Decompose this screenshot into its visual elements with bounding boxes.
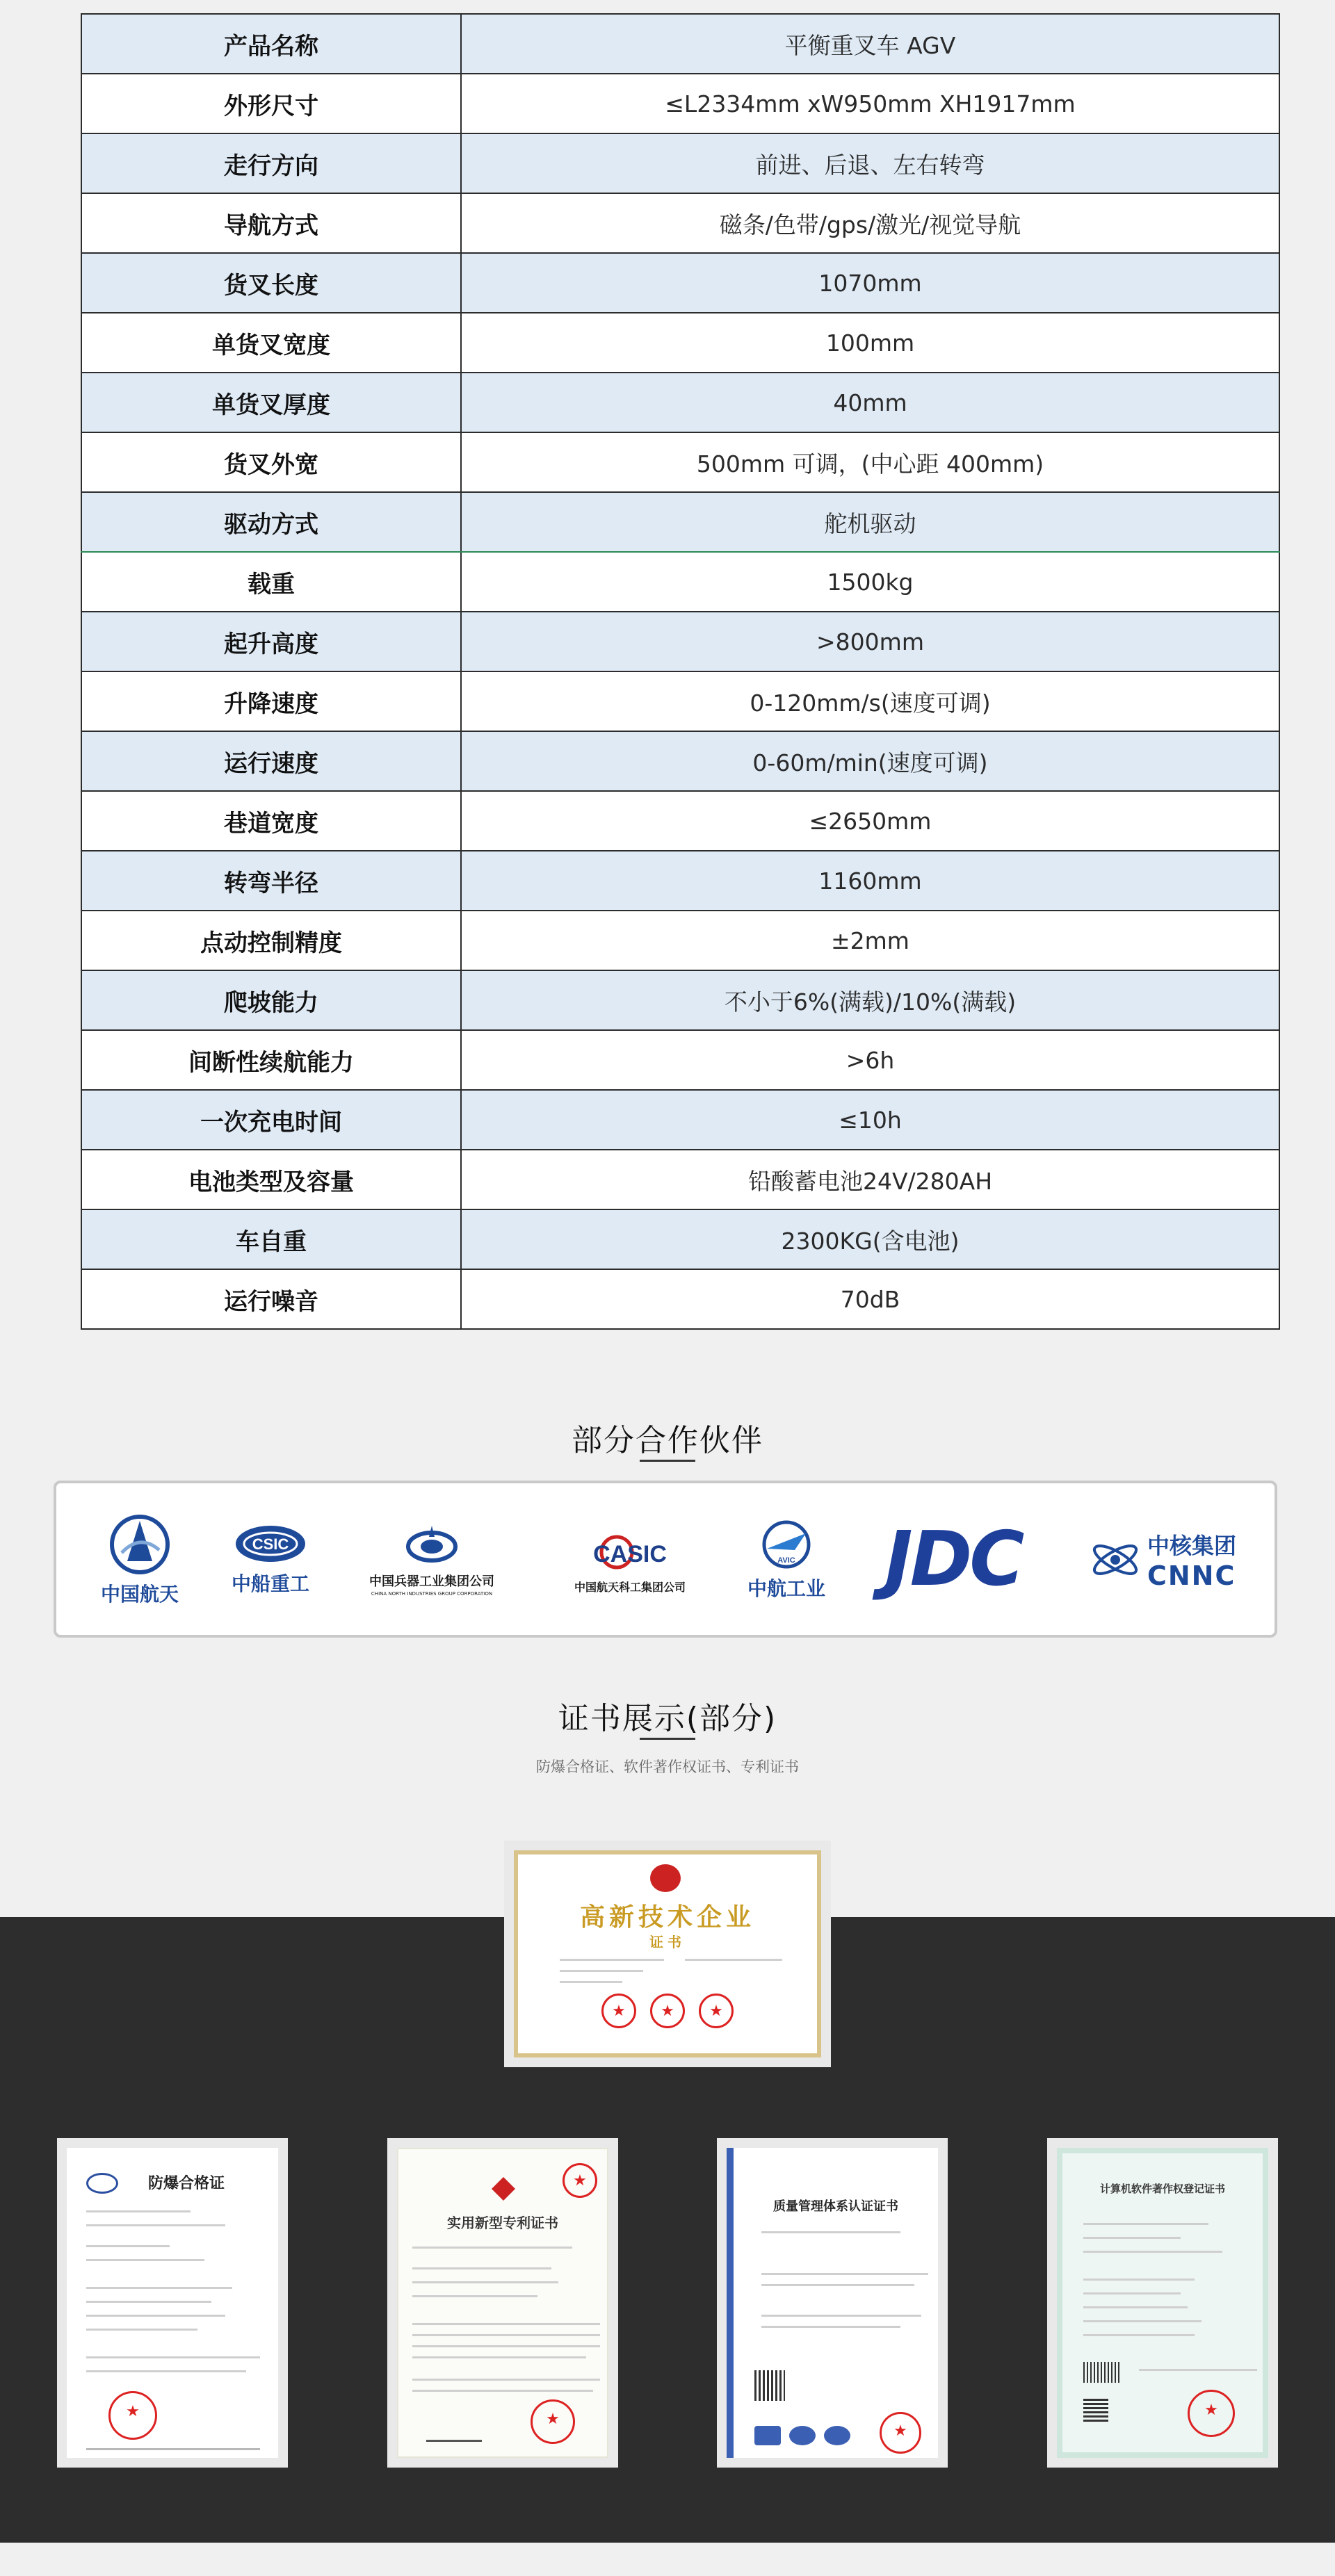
bcc-logo-icon [754, 2426, 781, 2445]
cert-text-line [86, 2356, 260, 2358]
table-row [81, 373, 1279, 432]
certificate-card[interactable] [717, 2138, 948, 2468]
partners-logo-strip [54, 1481, 1277, 1638]
cert-text-line [412, 2295, 537, 2297]
iaf-logo-icon [789, 2426, 816, 2445]
spec-key: 运行噪音 [81, 1269, 461, 1329]
csic-logo [215, 1504, 326, 1615]
spec-key: 爬坡能力 [81, 970, 461, 1030]
spec-value: 铅酸蓄电池24V/280AH [461, 1150, 1279, 1209]
certificate-card[interactable] [57, 2138, 288, 2468]
spec-value: 舵机驱动 [461, 492, 1279, 552]
table-row [81, 193, 1279, 253]
spec-value: 0-60m/min(速度可调) [461, 731, 1279, 791]
seal-icon [880, 2412, 921, 2454]
avic-logo [731, 1504, 842, 1615]
title-underline [640, 1460, 695, 1462]
norinco-emblem-icon [404, 1523, 460, 1567]
cert-title: 质量管理体系认证证书 [773, 2199, 898, 2214]
spec-value: ≤2650mm [461, 791, 1279, 851]
spec-key: 货叉长度 [81, 253, 461, 313]
table-row [81, 432, 1279, 492]
table-row [81, 1209, 1279, 1269]
cnnc-mark: CNNC [1147, 1560, 1236, 1591]
certificates-title: 证书展示(部分) [558, 1701, 777, 1736]
casic-name: 中国航天科工集团公司 [574, 1580, 686, 1594]
spec-value: 前进、后退、左右转弯 [461, 133, 1279, 193]
cert-text-line [86, 2448, 260, 2450]
table-row [81, 1090, 1279, 1150]
table-row [81, 851, 1279, 911]
norinco-logo [348, 1504, 515, 1615]
page-bottom-strip [0, 2543, 1335, 2576]
featured-cert-sub: 证书 [649, 1934, 686, 1950]
spec-key: 产品名称 [81, 14, 461, 74]
cert-text-line [560, 1981, 622, 1983]
spec-value: 平衡重叉车 AGV [461, 14, 1279, 74]
table-row [81, 133, 1279, 193]
software-copyright-cert-icon [1057, 2148, 1268, 2458]
table-row [81, 492, 1279, 552]
spec-value: 1160mm [461, 851, 1279, 911]
spec-value: >6h [461, 1030, 1279, 1090]
spec-key: 转弯半径 [81, 851, 461, 911]
casc-name: 中国航天 [100, 1583, 179, 1606]
spec-key: 升降速度 [81, 671, 461, 731]
spec-value: 500mm 可调，(中心距 400mm) [461, 432, 1279, 492]
cert-text-line [412, 2334, 600, 2336]
spec-key: 间断性续航能力 [81, 1030, 461, 1090]
qr-code-icon [754, 2370, 785, 2401]
cert-text-line [86, 2245, 170, 2247]
jdc-wordmark: JDC [884, 1516, 1022, 1603]
cnnc-logo [1071, 1504, 1252, 1615]
table-row [81, 970, 1279, 1030]
norinco-english: CHINA NORTH INDUSTRIES GROUP CORPORATION [371, 1591, 493, 1597]
high-tech-cert-icon [514, 1850, 821, 2057]
cnnc-lockup [1087, 1529, 1236, 1591]
table-row [81, 612, 1279, 671]
table-row [81, 253, 1279, 313]
table-row [81, 1150, 1279, 1209]
spec-value: >800mm [461, 612, 1279, 671]
casc-logo [84, 1504, 195, 1615]
cert-text-line [761, 2326, 900, 2328]
cert-text-line [86, 2259, 204, 2261]
cert-text-line [1083, 2306, 1188, 2308]
table-row [81, 671, 1279, 731]
table-row [81, 731, 1279, 791]
cert-text-line [1083, 2223, 1208, 2225]
explosion-proof-cert-icon [67, 2148, 278, 2458]
spec-value: ≤10h [461, 1090, 1279, 1150]
signature-icon [426, 2420, 482, 2442]
seal-icon [108, 2391, 157, 2440]
casic-emblem-icon [571, 1526, 689, 1574]
spec-key: 运行速度 [81, 731, 461, 791]
seal-icon [650, 1994, 685, 2028]
cert-text-line [412, 2379, 600, 2381]
spec-value: 1070mm [461, 253, 1279, 313]
seal-icon [1188, 2390, 1235, 2437]
spec-key: 点动控制精度 [81, 911, 461, 970]
avic-emblem-icon [759, 1518, 814, 1570]
spec-key: 车自重 [81, 1209, 461, 1269]
cert-text-line [412, 2267, 551, 2269]
cert-emblem-icon [492, 2177, 515, 2201]
spec-table [81, 13, 1280, 1330]
cert-text-line [412, 2390, 593, 2392]
cert-title: 防爆合格证 [147, 2175, 225, 2192]
spec-key: 载重 [81, 552, 461, 612]
spec-value: ≤L2334mm xW950mm XH1917mm [461, 74, 1279, 133]
cert-text-line [412, 2323, 600, 2325]
seal-icon [563, 2163, 597, 2198]
certificate-card[interactable] [1047, 2138, 1278, 2468]
table-row [81, 552, 1279, 612]
csic-emblem-icon [232, 1523, 309, 1565]
cert-text-line [86, 2287, 232, 2289]
spec-key: 一次充电时间 [81, 1090, 461, 1150]
spec-value: 100mm [461, 313, 1279, 373]
spec-value: 1500kg [461, 552, 1279, 612]
spec-key: 起升高度 [81, 612, 461, 671]
cert-text-line [412, 2356, 586, 2358]
cert-text-line [412, 2247, 572, 2249]
spec-key: 货叉外宽 [81, 432, 461, 492]
cert-text-line [412, 2281, 558, 2283]
featured-cert-title: 高新技术企业 [579, 1903, 755, 1932]
csic-name: 中船重工 [231, 1572, 309, 1595]
cert-text-line [86, 2315, 225, 2317]
cert-text-line [1139, 2369, 1257, 2371]
spec-key: 走行方向 [81, 133, 461, 193]
cnnc-atom-icon [1087, 1532, 1143, 1588]
table-row [81, 313, 1279, 373]
partners-title: 部分合作伙伴 [572, 1423, 763, 1458]
spec-value: 0-120mm/s(速度可调) [461, 671, 1279, 731]
cert-text-line [1083, 2279, 1195, 2281]
table-row [81, 791, 1279, 851]
patent-cert-icon [397, 2148, 608, 2458]
table-row [81, 14, 1279, 74]
casic-logo [543, 1504, 717, 1615]
spec-value: 磁条/色带/gps/激光/视觉导航 [461, 193, 1279, 253]
cert-text-line [761, 2273, 928, 2275]
cnnc-text [1147, 1529, 1236, 1591]
cert-text-line [86, 2329, 197, 2331]
barcode-icon [1083, 2362, 1121, 2383]
spec-value: ±2mm [461, 911, 1279, 970]
casc-emblem-icon [106, 1513, 173, 1575]
table-row [81, 1269, 1279, 1329]
avic-mark: AVIC [777, 1556, 795, 1565]
quality-cert-icon [727, 2148, 938, 2458]
qr-code-icon [1083, 2397, 1108, 2422]
casic-mark: CASIC [593, 1540, 667, 1567]
spec-value: 2300KG(含电池) [461, 1209, 1279, 1269]
spec-value: 40mm [461, 373, 1279, 432]
cert-text-line [560, 1970, 643, 1972]
jdc-logo [856, 1504, 1051, 1615]
cnas-logo-icon [824, 2426, 850, 2445]
cert-text-line [86, 2224, 225, 2226]
cert-text-line [1083, 2334, 1195, 2336]
norinco-name: 中国兵器工业集团公司 [369, 1574, 494, 1589]
cnnc-name: 中核集团 [1147, 1533, 1236, 1559]
spec-key: 导航方式 [81, 193, 461, 253]
spec-value: 不小于6%(满载)/10%(满载) [461, 970, 1279, 1030]
spec-key: 单货叉宽度 [81, 313, 461, 373]
avic-name: 中航工业 [747, 1577, 825, 1600]
cert-title: 计算机软件著作权登记证书 [1099, 2183, 1225, 2195]
cert-text-line [86, 2370, 246, 2372]
title-underline [640, 1738, 695, 1740]
spec-key: 电池类型及容量 [81, 1150, 461, 1209]
cert-text-line [86, 2301, 211, 2303]
cert-emblem-icon [650, 1864, 681, 1892]
table-row [81, 911, 1279, 970]
cert-text-line [1083, 2292, 1181, 2294]
featured-certificate[interactable] [504, 1841, 831, 2067]
certificate-card[interactable] [387, 2138, 618, 2468]
table-row [81, 74, 1279, 133]
cert-text-line [560, 1959, 664, 1961]
spec-key: 巷道宽度 [81, 791, 461, 851]
cert-text-line [761, 2231, 900, 2233]
spec-key: 单货叉厚度 [81, 373, 461, 432]
spec-key: 驱动方式 [81, 492, 461, 552]
spec-key: 外形尺寸 [81, 74, 461, 133]
csic-mark: CSIC [252, 1535, 289, 1553]
seal-icon [531, 2399, 575, 2444]
seal-icon [601, 1994, 636, 2028]
table-row [81, 1030, 1279, 1090]
cert-text-line [761, 2284, 914, 2286]
cert-text-line [1083, 2251, 1222, 2253]
seal-icon [699, 1994, 734, 2028]
cert-title: 实用新型专利证书 [447, 2215, 558, 2231]
spec-value: 70dB [461, 1269, 1279, 1329]
cert-text-line [685, 1959, 782, 1961]
cert-text-line [1083, 2320, 1202, 2322]
cert-text-line [761, 2315, 921, 2317]
cert-text-line [412, 2345, 600, 2347]
cert-text-line [86, 2210, 191, 2212]
certificates-subtitle: 防爆合格证、软件著作权证书、专利证书 [536, 1759, 799, 1775]
cert-text-line [1083, 2237, 1181, 2239]
